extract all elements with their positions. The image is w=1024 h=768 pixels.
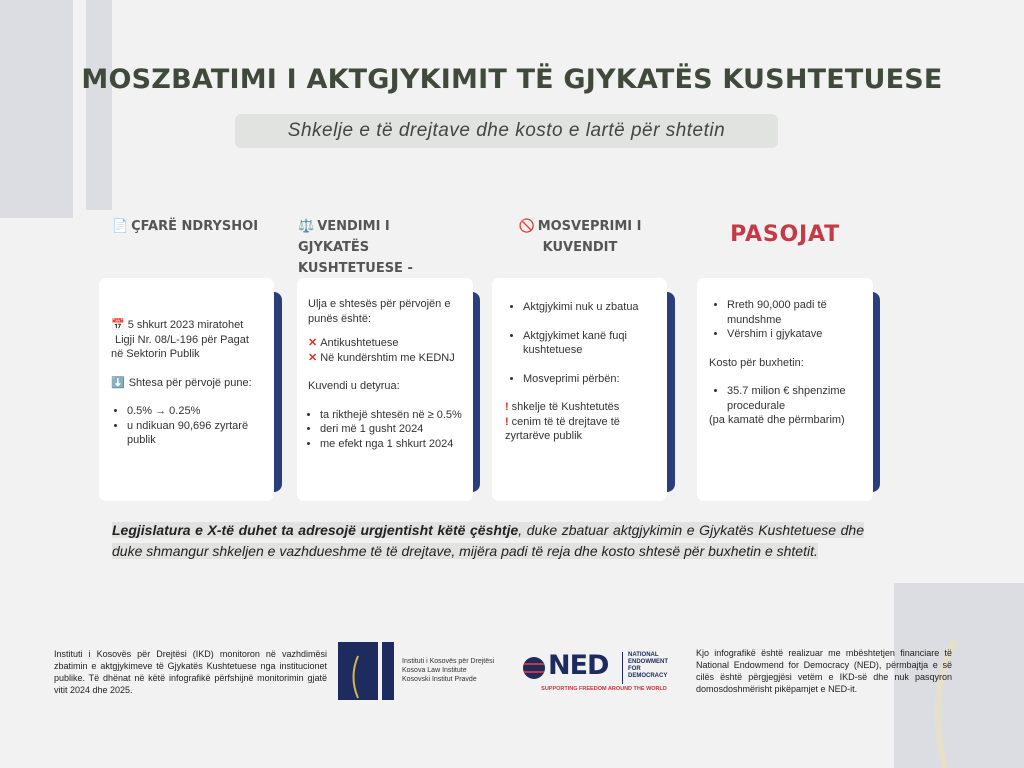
list-item: • u ndikuan 90,696 zyrtarë publik bbox=[127, 419, 266, 448]
ned-logo-wordmark: NED bbox=[548, 650, 609, 681]
document-icon: 📄 bbox=[111, 219, 129, 234]
footer-left-text: Instituti i Kosovës për Drejtësi (IKD) monitoron në vazhdimësi zbatimin e aktgjykimeve të Gjykatës Kushtetuese nga institucionet publike. Të dhënat në këtë infografikë përfshijnë monitorimin gjatë vitit 2024 dhe 2025. bbox=[54, 649, 327, 695]
ikd-logo-text: Instituti i Kosovës për Drejtësi Kosova Law Institute Kosovski Institut Pravde bbox=[402, 658, 495, 683]
prohibited-icon: 🚫 bbox=[518, 219, 535, 234]
cross-icon: ✕ bbox=[308, 351, 318, 364]
list-item: • deri më 1 gusht 2024 bbox=[320, 422, 465, 437]
card-line: 📅 5 shkurt 2023 miratohet Ligji Nr. 08/L-196 për Pagat në Sektorin Publik bbox=[111, 319, 249, 360]
scales-icon: ⚖️ bbox=[298, 219, 315, 234]
card-label: Kosto për buxhetin: bbox=[709, 356, 804, 369]
ned-logo-name: NATIONAL ENDOWMENT FOR DEMOCRACY bbox=[628, 652, 668, 679]
card-list bbox=[308, 408, 465, 452]
card-what-changed bbox=[99, 278, 274, 501]
calendar-icon: 📅 bbox=[111, 319, 125, 331]
list-item: • ta rikthejë shtesën në ≥ 0.5% bbox=[320, 408, 465, 423]
ikd-logo-mark bbox=[338, 642, 394, 700]
list-item: • me efekt nga 1 shkurt 2024 bbox=[320, 437, 465, 452]
ned-logo bbox=[522, 652, 686, 694]
footer-right-text: Kjo infografikë është realizuar me mbështetjen financiare të National Endowmend for Democracy (NED), përmbajtja e së cilës është përgjegjësi vetëm e IKD-së dhe nuk pasqyron domosdoshmërisht pikëpamjet e NED-it. bbox=[696, 648, 952, 694]
card-list bbox=[107, 404, 266, 448]
call-to-action-statement: Legjislatura e X-të duhet ta adresojë urgjentisht këtë çështje, duke zbatuar aktgjykimin e Gjykatës Kushtetuese dhe duke shmangur shkeljen e vazhdueshme të të drejtave, mijëra padi të reja dhe kosto shtesë për buxhetin e shtetit. bbox=[112, 522, 865, 559]
card-consequences bbox=[697, 278, 873, 501]
page-title: MOSZBATIMI I AKTGJYKIMIT TË GJYKATËS KUSHTETUESE bbox=[81, 64, 943, 95]
down-arrow-icon: ⬇️ bbox=[111, 376, 125, 389]
card-label: ⬇️ Shtesa për përvojë pune: bbox=[111, 376, 252, 389]
ned-logo-tagline: SUPPORTING FREEDOM AROUND THE WORLD bbox=[541, 686, 667, 692]
decorative-shape-top-left-bar bbox=[86, 0, 112, 210]
card-intro: Ulja e shtesës për përvojën e punës është: bbox=[308, 298, 451, 325]
list-item: • Aktgjykimet kanë fuqi kushtetuese bbox=[523, 329, 659, 358]
card-list bbox=[709, 298, 865, 342]
card-list bbox=[505, 300, 659, 386]
column-heading-consequences: PASOJAT bbox=[730, 222, 840, 247]
exclamation-icon: ! bbox=[505, 401, 509, 413]
list-item: • Mosveprimi përbën: bbox=[523, 372, 659, 387]
list-item: • 0.5% → 0.25% bbox=[127, 404, 266, 419]
exclamation-icon: ! bbox=[505, 415, 509, 428]
list-item: • Vërshim i gjykatave bbox=[727, 327, 865, 342]
cross-icon: ✕ bbox=[308, 337, 318, 349]
card-excl-items: ! shkelje të Kushtetutës ! cenim të të drejtave të zyrtarëve publik bbox=[505, 401, 620, 442]
card-assembly-inaction bbox=[492, 278, 667, 501]
ikd-logo bbox=[338, 642, 394, 700]
card-court-decision bbox=[297, 278, 473, 501]
list-item: • Rreth 90,000 padi të mundshme bbox=[727, 298, 865, 327]
page-subtitle: Shkelje e të drejtave dhe kosto e lartë për shtetin bbox=[235, 114, 778, 148]
ned-logo-divider bbox=[622, 652, 623, 684]
list-item: • 35.7 milion € shpenzime procedurale bbox=[727, 384, 865, 413]
card-note: (pa kamatë dhe përmbarim) bbox=[709, 414, 845, 426]
column-heading-assembly-inaction: 🚫 MOSVEPRIMI I KUVENDIT bbox=[518, 219, 642, 255]
card-list bbox=[709, 384, 865, 413]
card-x-items: ✕ Antikushtetuese ✕ Në kundërshtim me KEDNJ bbox=[308, 337, 455, 364]
list-item: • Aktgjykimi nuk u zbatua bbox=[523, 300, 659, 315]
column-heading-court-decision: ⚖️ VENDIMI I GJYKATËS KUSHTETUESE - bbox=[298, 219, 413, 276]
card-label: Kuvendi u detyrua: bbox=[308, 380, 400, 392]
decorative-shape-top-left bbox=[0, 0, 73, 218]
column-heading-what-changed: 📄 ÇFARË NDRYSHOI bbox=[111, 219, 259, 234]
